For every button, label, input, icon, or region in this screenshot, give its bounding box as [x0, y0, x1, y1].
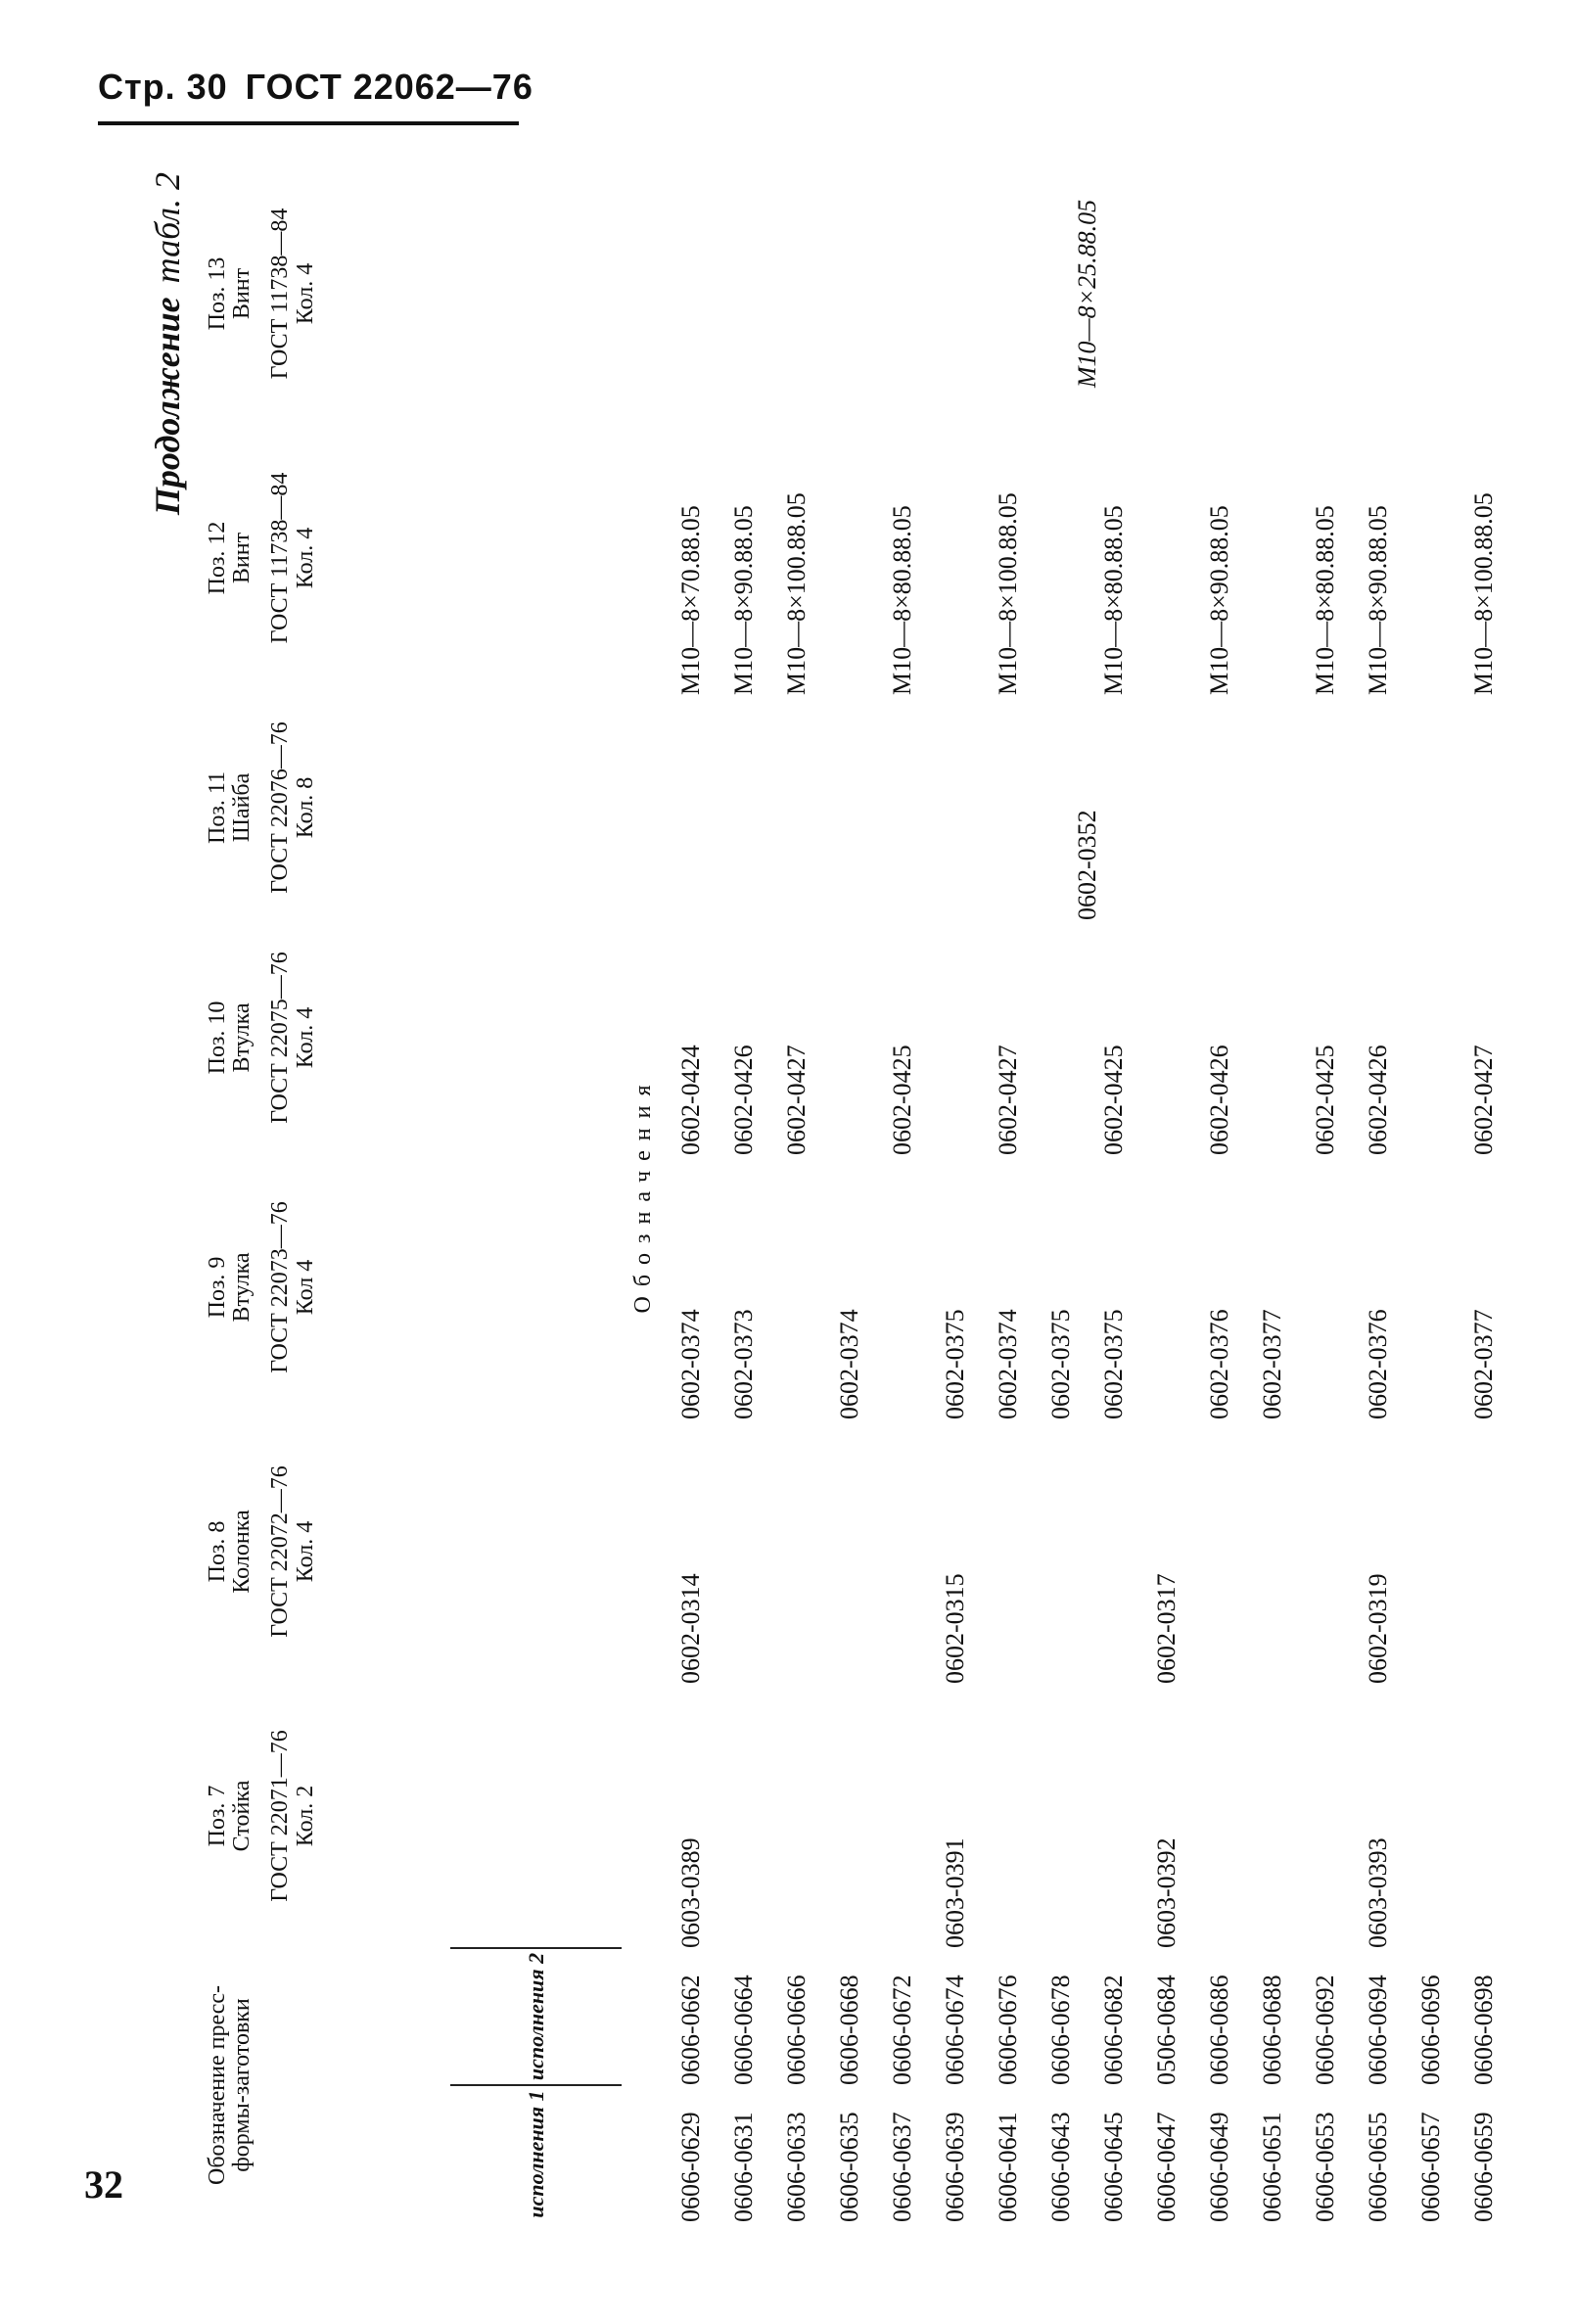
cell-col1: 0606-0672 — [888, 1975, 916, 2085]
cell-col0: 0606-0659 — [1469, 2112, 1498, 2222]
table-row — [718, 166, 770, 2222]
cell-col0: 0606-0631 — [729, 2112, 758, 2222]
cell-col3 — [1405, 1419, 1458, 1684]
table-row — [1193, 166, 1246, 2222]
cell-col1: 0606-0696 — [1416, 1975, 1445, 2085]
cell-col2: 0603-0391 — [941, 1837, 969, 1948]
standard-label: ГОСТ 22062—76 — [245, 67, 533, 107]
cell-col2 — [876, 1684, 929, 1948]
divider-row — [622, 166, 665, 2222]
cell-col4: 0602-0375 — [1046, 1309, 1075, 1419]
cell-col4: 0602-0377 — [1258, 1309, 1286, 1419]
table-row — [1352, 166, 1405, 2222]
cell-col2 — [1458, 1684, 1510, 1948]
continuation-title: Продолжение — [148, 297, 187, 516]
cell-col4 — [1405, 1155, 1458, 1419]
cell-col4 — [1299, 1155, 1352, 1419]
cell-col5: 0602-0426 — [729, 1045, 758, 1155]
cell-col7 — [1246, 421, 1299, 695]
rotated-table-region — [147, 166, 1498, 2222]
cell-col1: 0606-0692 — [1311, 1975, 1339, 2085]
table-row — [770, 166, 823, 2222]
cell-col7: M10—8×80.88.05 — [1099, 505, 1128, 695]
cell-col1: 0606-0664 — [729, 1975, 758, 2085]
cell-col1: 0606-0678 — [1046, 1975, 1075, 2085]
subheader-variant2: исполнения 2 — [450, 1948, 622, 2085]
cell-col7: M10—8×100.88.05 — [782, 492, 811, 695]
cell-col5: 0602-0425 — [888, 1045, 916, 1155]
table-row — [1088, 166, 1140, 2222]
cell-col3 — [1299, 1419, 1352, 1684]
table-row — [1035, 166, 1088, 2222]
cell-col1: 0606-0688 — [1258, 1975, 1286, 2085]
table-row — [1299, 166, 1352, 2222]
table-row — [1458, 166, 1510, 2222]
cell-col7: M10—8×100.88.05 — [1469, 492, 1498, 695]
table-row — [1246, 166, 1299, 2222]
table-row — [982, 166, 1035, 2222]
table-row — [929, 166, 982, 2222]
cell-col3 — [1035, 1419, 1088, 1684]
cell-col1: 0606-0674 — [941, 1975, 969, 2085]
cell-col5: 0602-0426 — [1205, 1045, 1233, 1155]
subheader-variant1: исполнения 1 — [523, 2090, 548, 2218]
cell-col2 — [1193, 1684, 1246, 1948]
table-ref: табл. 2 — [148, 172, 187, 284]
cell-col6: 0602-0352 — [1073, 810, 1101, 920]
cell-col3 — [1458, 1419, 1510, 1684]
cell-col7: M10—8×80.88.05 — [888, 505, 916, 695]
cell-col3 — [1088, 1419, 1140, 1684]
table-row — [1405, 166, 1458, 2222]
cell-col1: 0606-0682 — [1099, 1975, 1128, 2085]
cell-col2 — [1299, 1684, 1352, 1948]
cell-col3: 0602-0317 — [1152, 1573, 1181, 1684]
table-body — [665, 166, 1510, 2222]
cell-col3: 0602-0315 — [941, 1573, 969, 1684]
cell-col7: M10—8×70.88.05 — [676, 505, 705, 695]
cell-col5 — [1035, 920, 1088, 1155]
continuation-caption — [147, 172, 188, 515]
cell-col4: 0602-0377 — [1469, 1309, 1498, 1419]
cell-col7 — [929, 421, 982, 695]
cell-col2 — [1405, 1684, 1458, 1948]
cell-col3: 0602-0314 — [676, 1573, 705, 1684]
cell-col2 — [770, 1684, 823, 1948]
cell-col1: 0606-0666 — [782, 1975, 811, 2085]
col-header-pos7: Поз. 7 Стойка ГОСТ 22071—76 Кол. 2 — [205, 1730, 318, 1902]
cell-col5: 0602-0427 — [994, 1045, 1022, 1155]
cell-col1: 0506-0684 — [1152, 1975, 1181, 2085]
cell-col2: 0603-0389 — [676, 1837, 705, 1948]
cell-col5 — [929, 920, 982, 1155]
cell-col0: 0606-0645 — [1099, 2112, 1128, 2222]
col-header-pos13: Поз. 13 Винт ГОСТ 11738—84 Кол. 4 — [205, 208, 318, 380]
cell-col0: 0606-0633 — [782, 2112, 811, 2222]
cell-col2 — [1035, 1684, 1088, 1948]
cell-col5 — [1405, 920, 1458, 1155]
cell-col4: 0602-0376 — [1205, 1309, 1233, 1419]
cell-col0: 0606-0635 — [835, 2112, 863, 2222]
cell-col4: 0602-0374 — [994, 1309, 1022, 1419]
cell-col0: 0606-0653 — [1311, 2112, 1339, 2222]
table-row — [665, 166, 718, 2222]
cell-col3 — [1246, 1419, 1299, 1684]
cell-col2 — [982, 1684, 1035, 1948]
subheader-spacer — [450, 166, 622, 1948]
cell-col0: 0606-0639 — [941, 2112, 969, 2222]
cell-col4 — [770, 1155, 823, 1419]
cell-col7: M10—8×100.88.05 — [994, 492, 1022, 695]
cell-col5: 0602-0424 — [676, 1045, 705, 1155]
cell-col4: 0602-0373 — [729, 1309, 758, 1419]
cell-col3 — [982, 1419, 1035, 1684]
cell-col3 — [718, 1419, 770, 1684]
page-header — [98, 67, 533, 108]
cell-col1: 0606-0698 — [1469, 1975, 1498, 2085]
cell-col0: 0606-0651 — [1258, 2112, 1286, 2222]
col-header-pos8: Поз. 8 Колонка ГОСТ 22072—76 Кол. 4 — [205, 1465, 318, 1638]
cell-col2 — [1088, 1684, 1140, 1948]
cell-col0: 0606-0641 — [994, 2112, 1022, 2222]
cell-col1: 0606-0676 — [994, 1975, 1022, 2085]
cell-col0: 0606-0629 — [676, 2112, 705, 2222]
cell-col5: 0602-0427 — [782, 1045, 811, 1155]
cell-col1: 0606-0686 — [1205, 1975, 1233, 2085]
cell-col5: 0602-0425 — [1311, 1045, 1339, 1155]
designation-header — [206, 1948, 450, 2222]
cell-col5 — [823, 920, 876, 1155]
cell-col3: 0602-0319 — [1364, 1573, 1392, 1684]
cell-col3 — [770, 1419, 823, 1684]
cell-col0: 0606-0655 — [1364, 2112, 1392, 2222]
cell-col0: 0606-0647 — [1152, 2112, 1181, 2222]
cell-col4: 0602-0374 — [835, 1309, 863, 1419]
cell-col7 — [1405, 421, 1458, 695]
parts-table — [206, 166, 1510, 2222]
cell-col7: M10—8×90.88.05 — [1364, 505, 1392, 695]
cell-col7 — [1035, 421, 1088, 695]
cell-col0: 0606-0657 — [1416, 2112, 1445, 2222]
table-row — [1140, 166, 1193, 2222]
subheader-row — [450, 166, 622, 2222]
cell-col5: 0602-0425 — [1099, 1045, 1128, 1155]
page-label: Стр. 30 — [98, 67, 228, 107]
cell-col1: 0606-0668 — [835, 1975, 863, 2085]
cell-col1: 0606-0694 — [1364, 1975, 1392, 2085]
designation-title: Обозначение пресс-формы-заготовки — [205, 1984, 255, 2185]
cell-col0: 0606-0637 — [888, 2112, 916, 2222]
cell-col8: M10—8×25.88.05 — [1073, 199, 1101, 389]
cell-col7: M10—8×90.88.05 — [1205, 505, 1233, 695]
table-row — [876, 166, 929, 2222]
col-header-pos10: Поз. 10 Втулка ГОСТ 22075—76 Кол. 4 — [205, 952, 318, 1124]
cell-col2 — [1246, 1684, 1299, 1948]
cell-col5: 0602-0427 — [1469, 1045, 1498, 1155]
header-row — [206, 166, 450, 2222]
cell-col0: 0606-0649 — [1205, 2112, 1233, 2222]
cell-col2: 0603-0392 — [1152, 1837, 1181, 1948]
cell-col0: 0606-0643 — [1046, 2112, 1075, 2222]
cell-col4: 0602-0376 — [1364, 1309, 1392, 1419]
cell-col5 — [1140, 920, 1193, 1155]
table-row — [823, 166, 876, 2222]
divider-label: Обозначения — [629, 1075, 656, 1314]
cell-col7: M10—8×80.88.05 — [1311, 505, 1339, 695]
col-header-pos12: Поз. 12 Винт ГОСТ 11738—84 Кол. 4 — [205, 472, 318, 644]
cell-col2 — [823, 1684, 876, 1948]
col-header-pos11: Поз. 11 Шайба ГОСТ 22076—76 Кол. 8 — [205, 721, 318, 894]
cell-col5: 0602-0426 — [1364, 1045, 1392, 1155]
cell-col4 — [1140, 1155, 1193, 1419]
cell-col5 — [1246, 920, 1299, 1155]
cell-col7 — [1140, 421, 1193, 695]
cell-col4 — [876, 1155, 929, 1419]
cell-col3 — [823, 1419, 876, 1684]
cell-col3 — [876, 1419, 929, 1684]
cell-col1: 0606-0662 — [676, 1975, 705, 2085]
header-rule — [98, 121, 519, 125]
cell-col2: 0603-0393 — [1364, 1837, 1392, 1948]
cell-col4: 0602-0375 — [1099, 1309, 1128, 1419]
cell-col7: M10—8×90.88.05 — [729, 505, 758, 695]
cell-col4: 0602-0375 — [941, 1309, 969, 1419]
cell-col4: 0602-0374 — [676, 1309, 705, 1419]
page-number: 32 — [84, 2162, 123, 2207]
col-header-pos9: Поз. 9 Втулка ГОСТ 22073—76 Кол 4 — [205, 1201, 318, 1373]
cell-col3 — [1193, 1419, 1246, 1684]
cell-col7 — [823, 421, 876, 695]
cell-col2 — [718, 1684, 770, 1948]
